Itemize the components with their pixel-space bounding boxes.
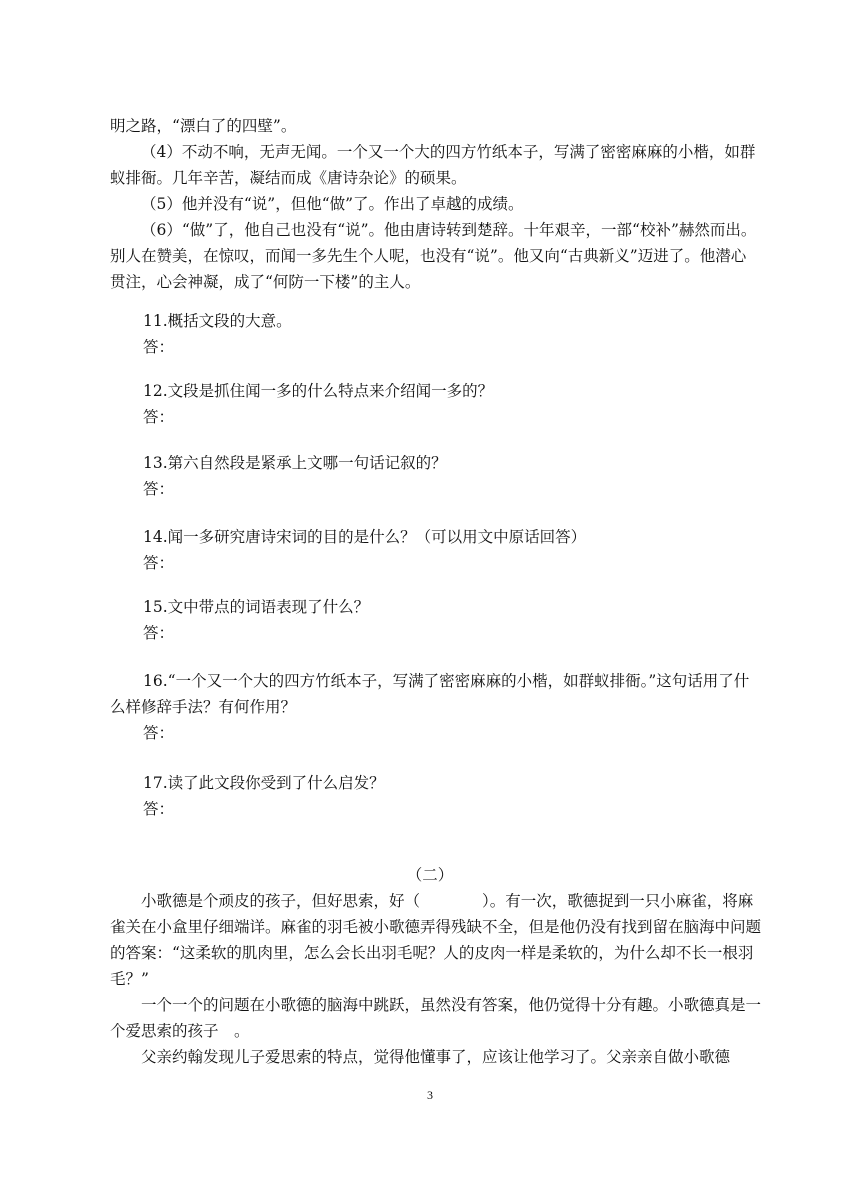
answer-label: 答： bbox=[143, 480, 175, 498]
answer-label: 答： bbox=[143, 338, 175, 356]
answer-label: 答： bbox=[143, 554, 175, 572]
question-15 bbox=[143, 594, 763, 646]
paragraph-continuation: 明之路，“漂白了的四壁”。 bbox=[110, 117, 297, 135]
question-13 bbox=[143, 450, 763, 502]
story-paragraph-2: 一个一个的问题在小歌德的脑海中跳跃，虽然没有答案，他仍觉得十分有趣。小歌德真是一个爱思索的孩子 。 bbox=[110, 996, 762, 1040]
question-14 bbox=[143, 524, 763, 576]
answer-label: 答： bbox=[143, 408, 175, 426]
answer-label: 答： bbox=[143, 624, 175, 642]
story-paragraph-3: 父亲约翰发现儿子爱思索的特点，觉得他懂事了，应该让他学习了。父亲亲自做小歌德 bbox=[141, 1048, 731, 1066]
question-text: 17.读了此文段你受到了什么启发？ bbox=[143, 774, 385, 792]
paragraph-4: （4）不动不响，无声无闻。一个又一个大的四方竹纸本子，写满了密密麻麻的小楷，如群蚁排衙。几年辛苦，凝结而成《唐诗杂论》的硕果。 bbox=[110, 143, 756, 187]
question-11 bbox=[143, 308, 763, 360]
question-text: 11.概括文段的大意。 bbox=[143, 312, 292, 330]
paragraph-6: （6）“做”了，他自己也没有“说”。他由唐诗转到楚辞。十年艰辛，一部“校补”赫然而出。别人在赞美，在惊叹，而闻一多先生个人呢，也没有“说”。他又向“古典新义”迈进了。他潜心贯注，心会神凝，成了“何防一下楼”的主人。 bbox=[110, 221, 757, 291]
question-text: 15.文中带点的词语表现了什么？ bbox=[143, 598, 370, 616]
answer-label: 答： bbox=[143, 800, 175, 818]
question-text: 13.第六自然段是紧承上文哪一句话记叙的？ bbox=[143, 454, 447, 472]
question-text: 14.闻一多研究唐诗宋词的目的是什么？（可以用文中原话回答） bbox=[143, 528, 587, 546]
question-12 bbox=[143, 378, 763, 430]
page-number: 3 bbox=[427, 1088, 433, 1102]
paragraph-5: （5）他并没有“说”，但他“做”了。作出了卓越的成绩。 bbox=[141, 195, 524, 213]
question-17 bbox=[143, 770, 763, 822]
section-title: （二） bbox=[406, 866, 454, 884]
question-text: 12.文段是抓住闻一多的什么特点来介绍闻一多的？ bbox=[143, 382, 494, 400]
question-16-answer-label: 答： bbox=[143, 724, 175, 742]
question-16-text: 16.“一个又一个大的四方竹纸本子，写满了密密麻麻的小楷，如群蚁排衙。”这句话用了什么样修辞手法？有何作用？ bbox=[110, 672, 750, 716]
story-paragraph-1: 小歌德是个顽皮的孩子，但好思索，好（ ）。有一次，歌德捉到一只小麻雀，将麻雀关在小盒里仔细端详。麻雀的羽毛被小歌德弄得残缺不全，但是他仍没有找到留在脑海中问题的答案：“这柔软的肌肉里，怎么会长出羽毛呢？人的皮肉一样是柔软的，为什么却不长一根羽毛？” bbox=[110, 892, 762, 988]
